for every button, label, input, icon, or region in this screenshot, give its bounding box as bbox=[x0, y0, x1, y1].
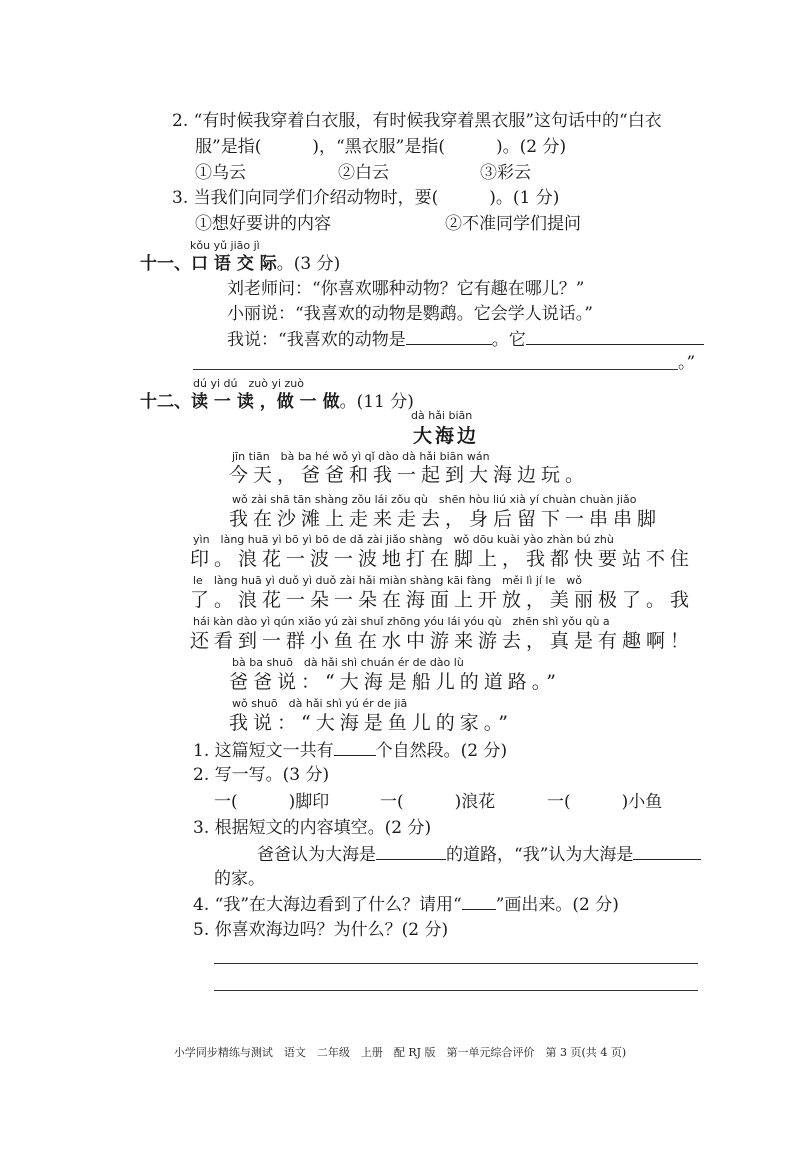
q2-line2: 服”是指( )，“黑衣服”是指( )。(2 分) bbox=[195, 137, 567, 157]
paragraph-count-blank[interactable] bbox=[334, 739, 376, 756]
q2-option-3: ③彩云 bbox=[480, 163, 531, 183]
passage-pinyin: wǒ zài shā tān shàng zǒu lái zǒu qù shēn hòu liú xià yí chuàn chuàn jiǎo bbox=[232, 493, 637, 506]
answer-line[interactable] bbox=[214, 990, 698, 991]
father-answer-blank[interactable] bbox=[376, 843, 446, 860]
passage-line: 我在沙滩上走来走去，身后留下一串串脚 bbox=[229, 508, 662, 530]
reason-blank[interactable] bbox=[526, 328, 704, 345]
q12-1 bbox=[193, 739, 507, 762]
passage-line: 了。浪花一朵一朵在海面上开放，美丽极了。我 bbox=[190, 589, 695, 611]
answer-line[interactable] bbox=[214, 963, 698, 964]
sec11-heading bbox=[140, 253, 340, 275]
q2-option-2: ②白云 bbox=[338, 163, 389, 183]
passage-pinyin: bà ba shuō dà hǎi shì chuán ér de dào lù bbox=[232, 656, 464, 669]
passage-line: 今天，爸爸和我一起到大海边玩。 bbox=[229, 464, 590, 486]
passage-line: 爸爸说：“大海是船儿的道路。” bbox=[229, 671, 561, 693]
passage-pinyin: yìn làng huā yì bō yì bō de dǎ zài jiǎo shàng wǒ dōu kuài yào zhàn bú zhù bbox=[193, 533, 614, 546]
sec11-score: 。(3 分) bbox=[276, 254, 341, 274]
q12-3-end: 的家。 bbox=[214, 869, 265, 889]
page-footer: 小学同步精练与测试 语文 二年级 上册 配 RJ 版 第一单元综合评价 第 3 页(共 4 页) bbox=[173, 1046, 627, 1059]
q12-5: 5. 你喜欢海边吗？为什么？(2 分) bbox=[193, 920, 449, 940]
q12-3-start: 爸爸认为大海是 bbox=[257, 845, 376, 865]
passage-pinyin: le làng huā yì duǒ yì duǒ zài hǎi miàn shàng kāi fàng měi lì jí le wǒ bbox=[193, 574, 582, 587]
passage-title-pinyin: dà hǎi biān bbox=[411, 409, 473, 422]
passage-title: 大海边 bbox=[413, 425, 480, 447]
q12-2-b[interactable]: 一( )浪花 bbox=[380, 792, 496, 812]
q12-3-line bbox=[257, 843, 701, 866]
sec12-pinyin: dú yi dú zuò yi zuò bbox=[193, 377, 304, 390]
sec11-number: 十一、 bbox=[140, 254, 191, 274]
sec11-me-mid: 。它 bbox=[491, 330, 526, 350]
q2-line1: 2. “有时候我穿着白衣服，有时候我穿着黑衣服”这句话中的“白衣 bbox=[172, 111, 662, 131]
sec12-heading bbox=[140, 391, 414, 413]
sec12-number: 十二、 bbox=[140, 392, 191, 412]
sec12-title: 读 一 读 ，做 一 做 bbox=[191, 392, 340, 412]
sec12-score: 。(11 分) bbox=[339, 392, 414, 412]
passage-pinyin: wǒ shuō dà hǎi shì yú ér de jiā bbox=[232, 697, 408, 710]
q12-3: 3. 根据短文的内容填空。(2 分) bbox=[193, 818, 432, 838]
sec11-title: 口 语 交 际 bbox=[191, 254, 277, 274]
q12-1-start: 1. 这篇短文一共有 bbox=[193, 741, 334, 761]
q12-2-c[interactable]: 一( )小鱼 bbox=[547, 792, 663, 812]
q12-4-start: 4. “我”在大海边看到了什么？请用“ bbox=[193, 895, 462, 915]
passage-pinyin: hái kàn dào yì qún xiǎo yú zài shuǐ zhōng yóu lái yóu qù zhēn shì yǒu qù a bbox=[193, 615, 610, 628]
animal-blank[interactable] bbox=[406, 328, 492, 345]
q3-line: 3. 当我们向同学们介绍动物时，要( )。(1 分) bbox=[172, 188, 560, 208]
q12-3-mid: 的道路，“我”认为大海是 bbox=[446, 845, 634, 865]
q3-option-1: ①想好要讲的内容 bbox=[195, 214, 331, 234]
sec11-me bbox=[227, 328, 704, 351]
answer-line[interactable] bbox=[193, 369, 678, 370]
q2-option-1: ①乌云 bbox=[195, 163, 246, 183]
passage-line: 还看到一群小鱼在水中游来游去，真是有趣啊！ bbox=[190, 630, 695, 652]
q12-2-a[interactable]: 一( )脚印 bbox=[214, 792, 330, 812]
passage-line: 印。浪花一波一波地打在脚上，我都快要站不住 bbox=[190, 548, 695, 570]
q12-4 bbox=[193, 893, 619, 916]
sec11-end-quote: 。” bbox=[678, 353, 696, 373]
sec11-pinyin: kǒu yǔ jiāo jì bbox=[190, 239, 260, 252]
passage-line: 我说：“大海是鱼儿的家。” bbox=[229, 712, 513, 734]
sec11-me-start: 我说：“我喜欢的动物是 bbox=[227, 330, 406, 350]
q3-option-2: ②不准同学们提问 bbox=[445, 214, 581, 234]
my-answer-blank[interactable] bbox=[633, 843, 701, 860]
q12-2: 2. 写一写。(3 分) bbox=[193, 765, 330, 785]
q12-4-end: ”画出来。(2 分) bbox=[495, 895, 619, 915]
sec11-xiaoli: 小丽说：“我喜欢的动物是鹦鹉。它会学人说话。” bbox=[227, 304, 593, 324]
sec11-teacher: 刘老师问：“你喜欢哪种动物？它有趣在哪儿？” bbox=[227, 279, 585, 299]
underline-sample bbox=[462, 893, 496, 910]
q12-1-end: 个自然段。(2 分) bbox=[375, 741, 508, 761]
passage-pinyin: jīn tiān bà ba hé wǒ yì qǐ dào dà hǎi biān wán bbox=[232, 450, 490, 463]
